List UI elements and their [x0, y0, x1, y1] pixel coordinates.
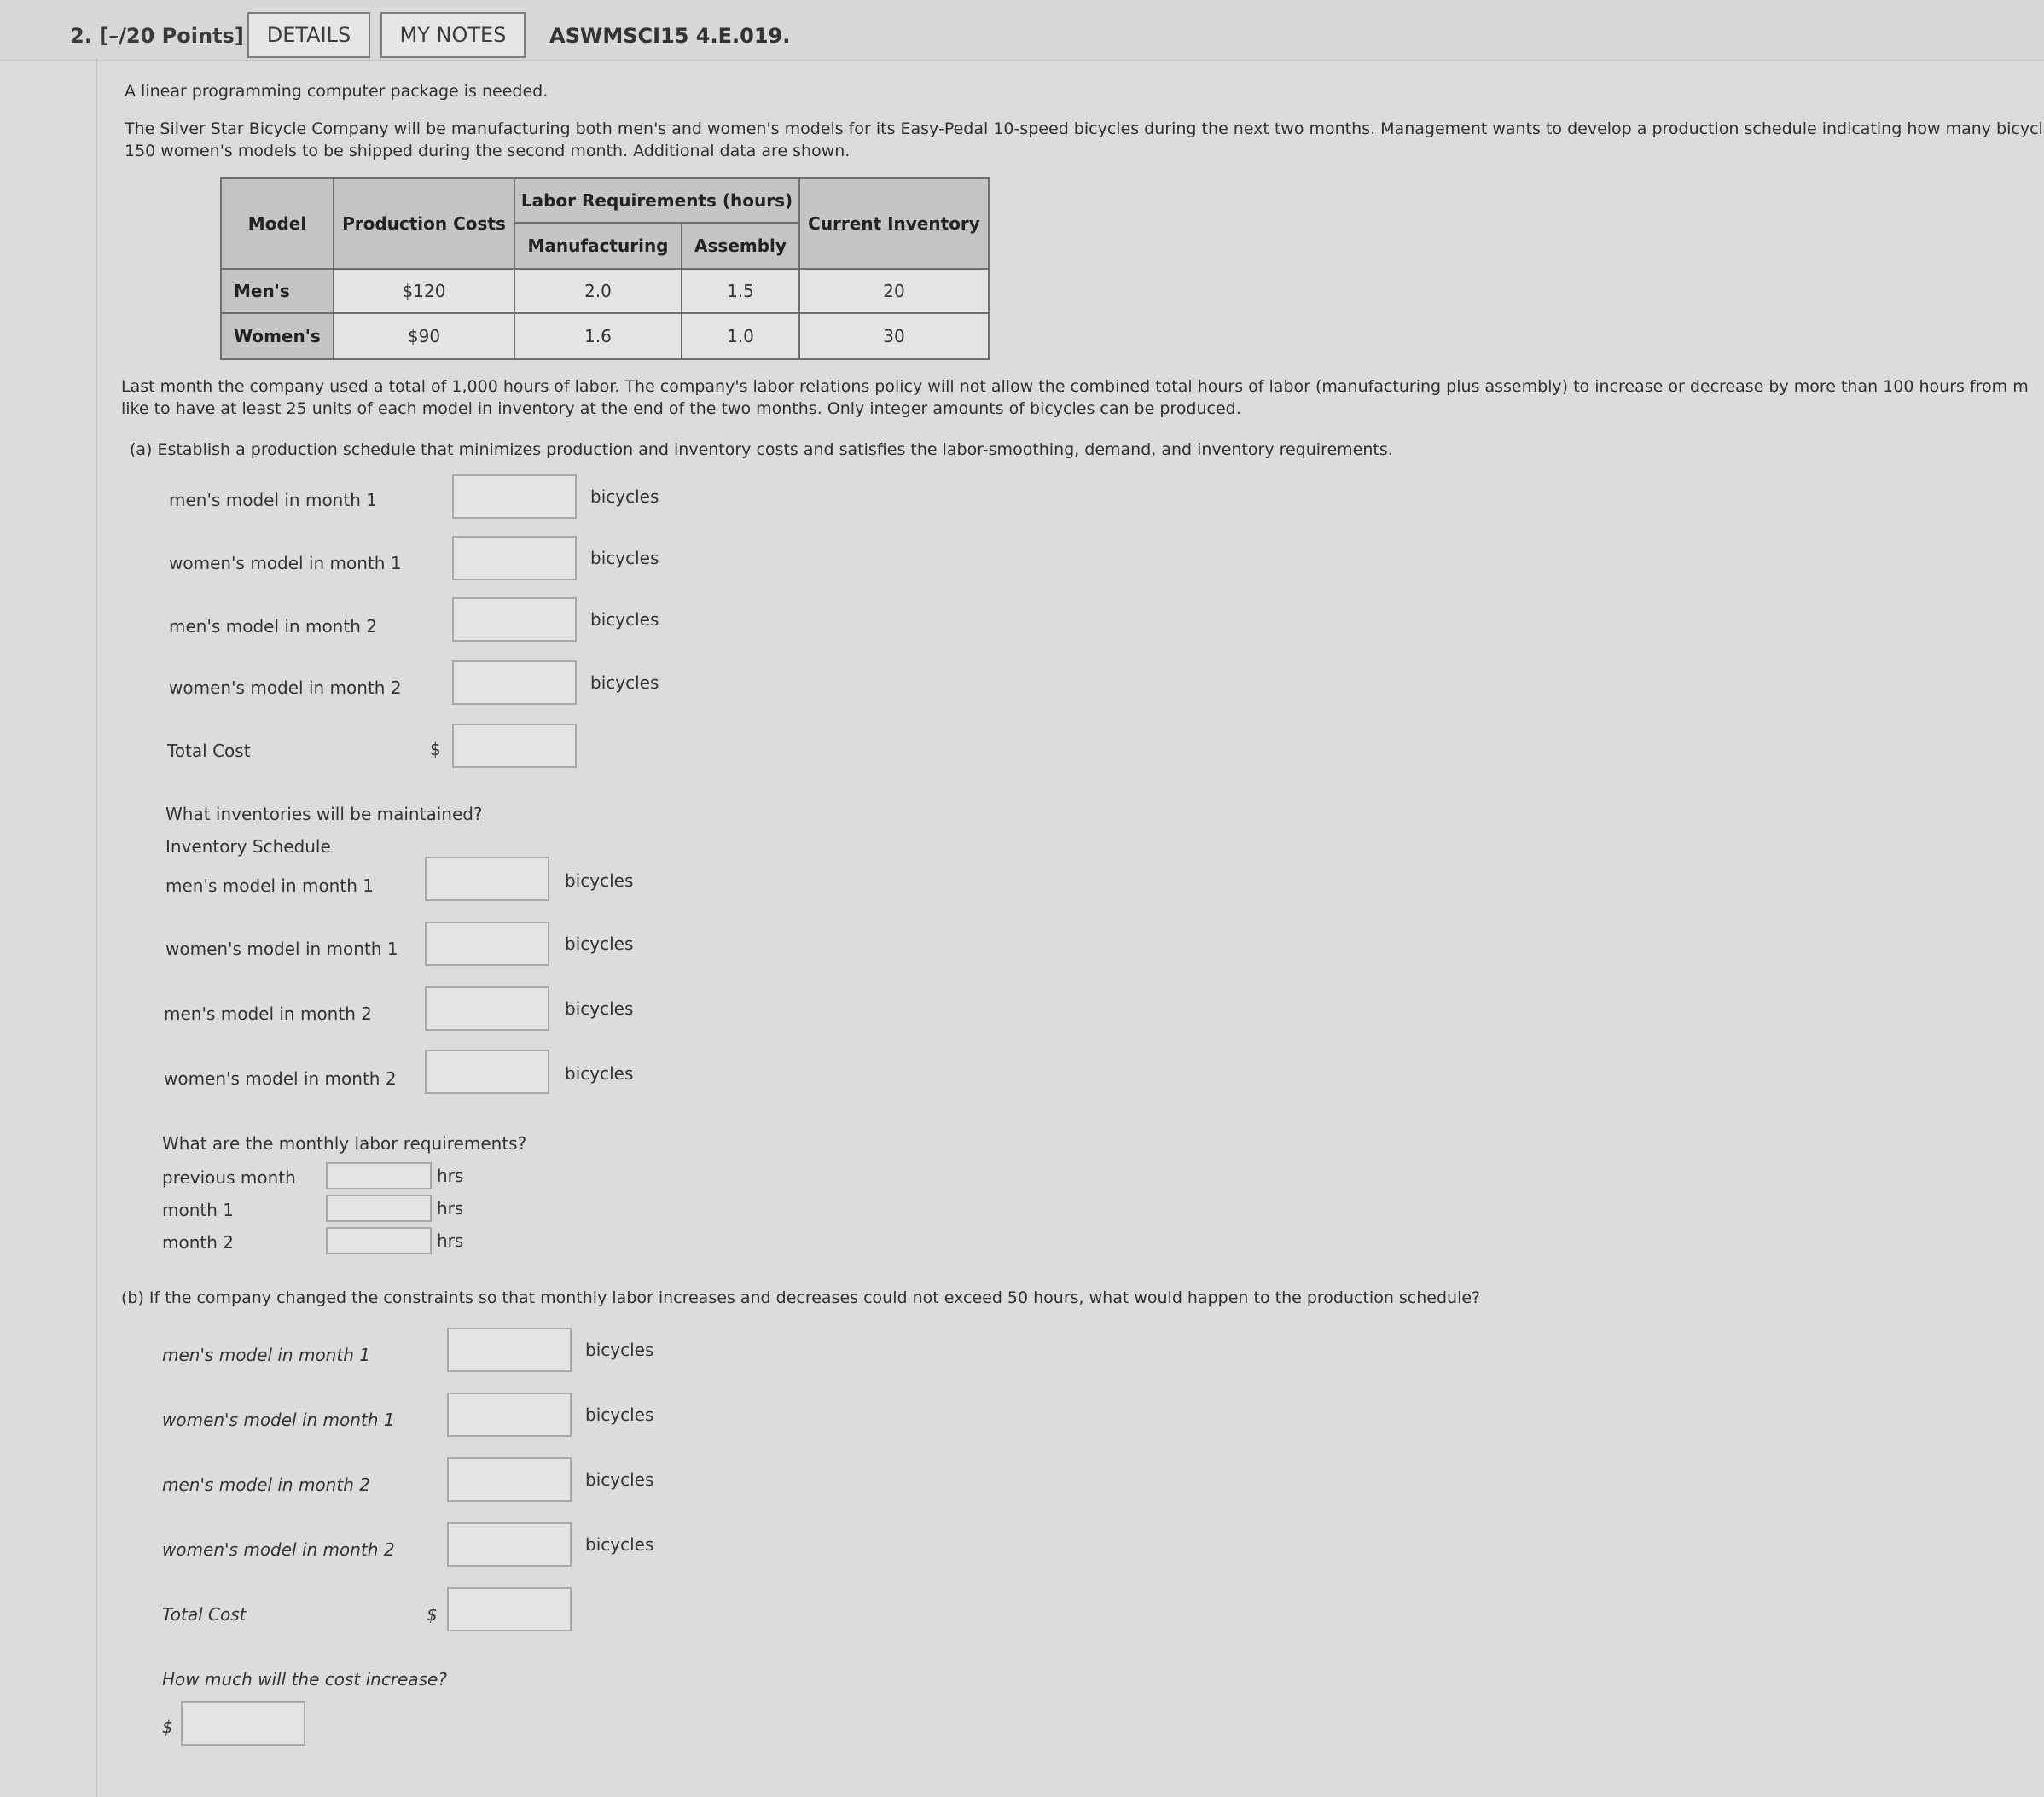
inv-men-month1-unit: bicycles — [565, 870, 634, 891]
inv-women-month2-unit: bicycles — [565, 1063, 634, 1084]
intro-paragraph-line2: 150 women's models to be shipped during the second month. Additional data are shown. — [125, 142, 851, 160]
row-assembly: 1.0 — [682, 313, 799, 359]
inv-men-month1-input[interactable] — [425, 857, 549, 901]
a-men-month1-unit: bicycles — [590, 486, 659, 507]
inv-women-month2-label: women's model in month 2 — [164, 1068, 397, 1089]
a-men-month2-unit: bicycles — [590, 609, 659, 630]
b-men-month1-label: men's model in month 1 — [162, 1345, 370, 1365]
part-b-prompt: (b) If the company changed the constraints so that monthly labor increases and decreases could not exceed 50 hours, what would happen to the production schedule? — [121, 1288, 1481, 1307]
b-women-month2-unit: bicycles — [585, 1534, 654, 1555]
labor-month2-input[interactable] — [326, 1227, 432, 1254]
row-inventory: 20 — [799, 269, 989, 313]
b-men-month1-unit: bicycles — [585, 1340, 654, 1360]
inv-women-month1-input[interactable] — [425, 922, 549, 966]
labor-previous-label: previous month — [162, 1167, 296, 1188]
a-total-cost-label: Total Cost — [167, 741, 251, 761]
labor-previous-unit: hrs — [437, 1166, 464, 1186]
problem-code: ASWMSCI15 4.E.019. — [549, 24, 791, 48]
header-assembly: Assembly — [682, 223, 799, 269]
header-labor-requirements: Labor Requirements (hours) — [514, 178, 799, 223]
a-women-month2-unit: bicycles — [590, 672, 659, 693]
my-notes-button[interactable]: MY NOTES — [380, 12, 526, 58]
a-women-month2-input[interactable] — [452, 660, 577, 705]
a-men-month2-input[interactable] — [452, 597, 577, 642]
table-row — [221, 313, 989, 359]
header-model: Model — [221, 178, 334, 269]
labor-month1-input[interactable] — [326, 1195, 432, 1222]
constraints-paragraph-line1: Last month the company used a total of 1,000 hours of labor. The company's labor relations policy will not allow the combined total hours of labor (manufacturing plus assembly) to increase or decrease by more than 100 hours from m — [121, 377, 2029, 396]
row-manufacturing: 1.6 — [514, 313, 682, 359]
inv-women-month2-input[interactable] — [425, 1050, 549, 1094]
b-men-month2-label: men's model in month 2 — [162, 1474, 370, 1495]
row-inventory: 30 — [799, 313, 989, 359]
left-margin-rule — [96, 58, 97, 1797]
labor-question: What are the monthly labor requirements? — [162, 1133, 527, 1154]
inv-men-month2-input[interactable] — [425, 986, 549, 1031]
b-women-month2-input[interactable] — [447, 1522, 572, 1567]
b-women-month1-unit: bicycles — [585, 1404, 654, 1425]
b-men-month2-input[interactable] — [447, 1457, 572, 1502]
labor-month2-label: month 2 — [162, 1232, 234, 1253]
a-total-cost-dollar: $ — [430, 739, 441, 759]
row-model: Women's — [221, 313, 334, 359]
a-total-cost-input[interactable] — [452, 724, 577, 768]
a-women-month2-label: women's model in month 2 — [169, 678, 402, 698]
b-total-cost-dollar: $ — [427, 1604, 438, 1625]
b-men-month1-input[interactable] — [447, 1328, 572, 1372]
points-label: [–/20 Points] — [99, 24, 244, 48]
labor-month1-label: month 1 — [162, 1200, 234, 1220]
a-men-month1-input[interactable] — [452, 474, 577, 519]
inventory-schedule-heading: Inventory Schedule — [165, 836, 331, 857]
row-manufacturing: 2.0 — [514, 269, 682, 313]
bicycle-data-table — [220, 177, 990, 360]
row-cost: $120 — [334, 269, 514, 313]
labor-month2-unit: hrs — [437, 1230, 464, 1251]
b-total-cost-label: Total Cost — [162, 1604, 247, 1625]
cost-increase-input[interactable] — [181, 1701, 305, 1746]
b-men-month2-unit: bicycles — [585, 1469, 654, 1490]
intro-note: A linear programming computer package is needed. — [125, 82, 549, 101]
cost-increase-question: How much will the cost increase? — [162, 1669, 447, 1689]
header-manufacturing: Manufacturing — [514, 223, 682, 269]
b-women-month2-label: women's model in month 2 — [162, 1539, 395, 1560]
a-men-month1-label: men's model in month 1 — [169, 490, 377, 510]
labor-month1-unit: hrs — [437, 1198, 464, 1218]
row-cost: $90 — [334, 313, 514, 359]
intro-paragraph-line1: The Silver Star Bicycle Company will be manufacturing both men's and women's models for its Easy-Pedal 10-speed bicycles during the next two months. Management wants to develop a production schedule indicating how many bicycl — [125, 119, 2043, 138]
b-women-month1-label: women's model in month 1 — [162, 1410, 395, 1430]
labor-previous-input[interactable] — [326, 1162, 432, 1189]
constraints-paragraph-line2: like to have at least 25 units of each model in inventory at the end of the two months. Only integer amounts of bicycles can be produced. — [121, 399, 1241, 418]
a-women-month1-label: women's model in month 1 — [169, 553, 402, 573]
a-women-month1-input[interactable] — [452, 536, 577, 580]
row-assembly: 1.5 — [682, 269, 799, 313]
inv-men-month1-label: men's model in month 1 — [165, 875, 374, 896]
inv-men-month2-label: men's model in month 2 — [164, 1003, 372, 1024]
inv-women-month1-unit: bicycles — [565, 933, 634, 954]
row-model: Men's — [221, 269, 334, 313]
header-production-costs: Production Costs — [334, 178, 514, 269]
inventory-question: What inventories will be maintained? — [165, 804, 483, 824]
table-row — [221, 269, 989, 313]
question-number: 2. [–/20 Points] — [70, 24, 244, 48]
a-men-month2-label: men's model in month 2 — [169, 616, 377, 637]
details-button[interactable]: DETAILS — [247, 12, 370, 58]
b-women-month1-input[interactable] — [447, 1393, 572, 1437]
inv-women-month1-label: women's model in month 1 — [165, 939, 398, 959]
a-women-month1-unit: bicycles — [590, 548, 659, 568]
header-current-inventory: Current Inventory — [799, 178, 989, 269]
b-total-cost-input[interactable] — [447, 1587, 572, 1631]
inv-men-month2-unit: bicycles — [565, 998, 634, 1019]
part-a-prompt: (a) Establish a production schedule that minimizes production and inventory costs and satisfies the labor-smoothing, demand, and inventory requirements. — [130, 440, 1393, 459]
cost-increase-dollar: $ — [162, 1717, 173, 1737]
